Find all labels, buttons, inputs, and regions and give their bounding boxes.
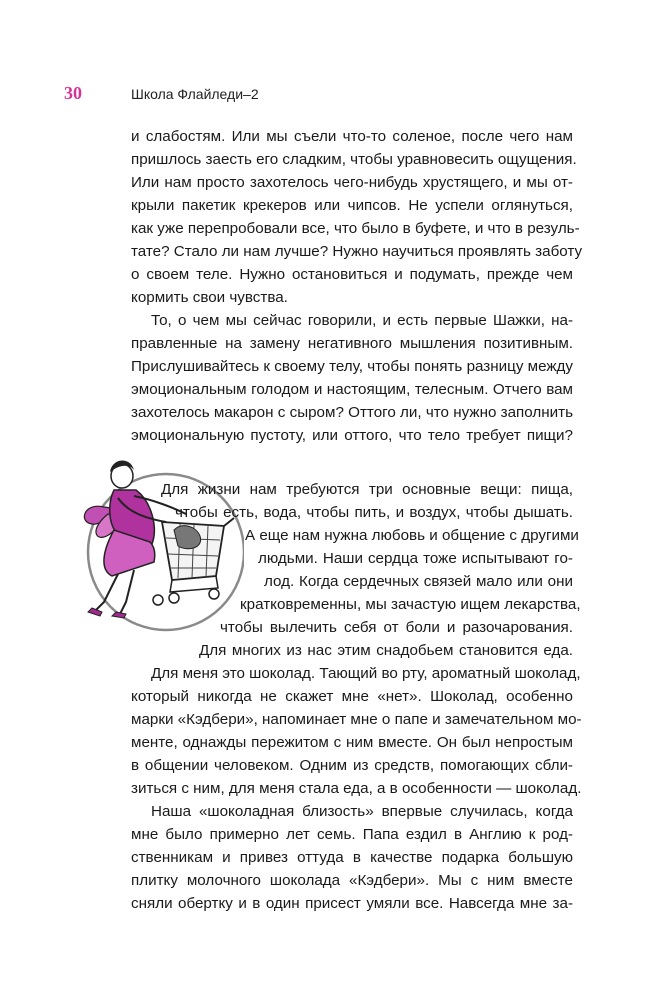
- text-line: Для жизни нам требуются три основные вещи: пища,: [161, 481, 573, 498]
- text-line: правленные на замену негативного мышления позитивным.: [131, 335, 573, 352]
- text-line: как уже перепробовали все, что было в буфете, и что в резуль-: [131, 220, 580, 237]
- text-line: зиться с ним, для меня стала еда, а в особенности — шоколад.: [131, 780, 582, 797]
- text-line: тате? Стало ли нам лучше? Нужно научиться проявлять заботу: [131, 243, 583, 260]
- text-line: захотелось макарон с сыром? Оттого ли, что нужно заполнить: [131, 404, 573, 421]
- text-line: плитку молочного шоколада «Кэдбери». Мы с ним вместе: [131, 872, 573, 889]
- text-line: о своем теле. Нужно остановиться и подумать, прежде чем: [131, 266, 573, 283]
- text-line: То, о чем мы сейчас говорили, и есть первые Шажки, на-: [151, 312, 573, 329]
- text-line: лод. Когда сердечных связей мало или они: [264, 573, 573, 590]
- page-number: 30: [64, 83, 82, 103]
- page-header: [0, 83, 664, 105]
- text-line: марки «Кэдбери», напоминает мне о папе и замечательном мо-: [131, 711, 582, 728]
- text-line: в общении человеком. Одним из средств, помогающих сбли-: [131, 757, 573, 774]
- text-line: крыли пакетик крекеров или чипсов. Не успели оглянуться,: [131, 197, 573, 214]
- text-line: который никогда не скажет мне «нет». Шоколад, особенно: [131, 688, 573, 705]
- text-line: Наша «шоколадная близость» впервые случилась, когда: [151, 803, 573, 820]
- text-line: кратковременны, мы зачастую ищем лекарства,: [240, 596, 581, 613]
- text-line: людьми. Наши сердца тоже испытывают го-: [258, 550, 573, 567]
- text-line: эмоциональным голодом и настоящим, телесным. Отчего вам: [131, 381, 573, 398]
- text-line: и слабостям. Или мы съели что-то соленое, после чего нам: [131, 128, 573, 145]
- text-line: Для многих из нас этим снадобьем становится еда.: [199, 642, 573, 659]
- text-line: менте, однажды пережитом с ним вместе. Он был непростым: [131, 734, 573, 751]
- running-title: Школа Флайледи–2: [131, 86, 259, 102]
- text-line: чтобы есть, вода, чтобы пить, и воздух, чтобы дышать.: [175, 504, 573, 521]
- text-line: Или нам просто захотелось чего-нибудь хрустящего, и мы от-: [131, 174, 573, 191]
- text-line: ственникам и привез оттуда в качестве подарка большую: [131, 849, 573, 866]
- text-line: сняли обертку и в один присест умяли все. Навсегда мне за-: [131, 895, 573, 912]
- text-line: мне было примерно лет семь. Папа ездил в Англию к род-: [131, 826, 573, 843]
- text-line: Прислушивайтесь к своему телу, чтобы понять разницу между: [131, 358, 573, 375]
- text-line: эмоциональную пустоту, или оттого, что тело требует пищи?: [131, 427, 573, 444]
- text-line: Для меня это шоколад. Тающий во рту, ароматный шоколад,: [151, 665, 581, 682]
- text-line: пришлось заесть его сладким, чтобы уравновесить ощущения.: [131, 151, 577, 168]
- text-line: А еще нам нужна любовь и общение с другими: [245, 527, 579, 544]
- text-line: чтобы вылечить себя от боли и разочарования.: [220, 619, 573, 636]
- text-line: кормить свои чувства.: [131, 289, 288, 306]
